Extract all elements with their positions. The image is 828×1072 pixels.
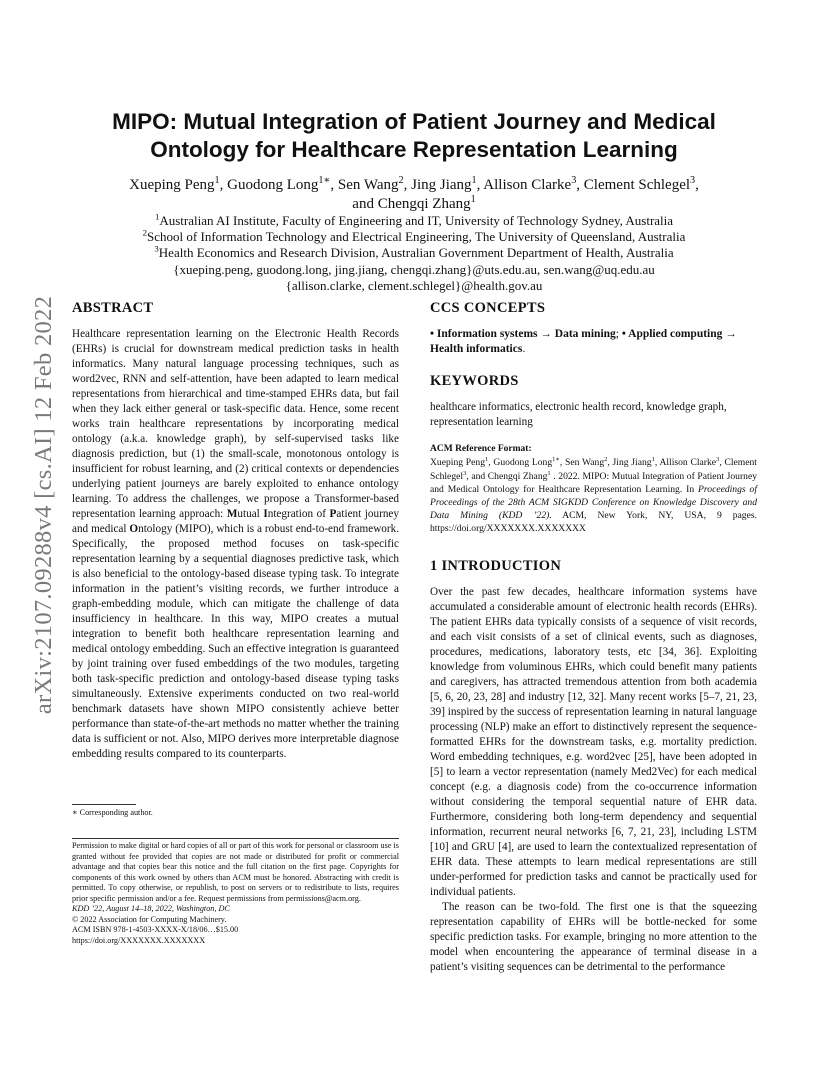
copyright-line: © 2022 Association for Computing Machinery.: [72, 914, 227, 924]
venue-line: KDD ’22, August 14–18, 2022, Washington, DC: [72, 904, 230, 913]
ref-text: ACM, New York, NY, USA, 9 pages. https://doi.org/XXXXXXX.XXXXXXX: [430, 510, 757, 535]
author-sup: 1: [214, 175, 220, 186]
ccs-concept: • Applied computing → Health informatics: [430, 328, 737, 356]
author-name: Xueping Peng: [129, 177, 215, 193]
author-line-2: [60, 195, 768, 214]
ref-author: Xueping Peng: [430, 457, 485, 469]
ref-author: , Jing Jiang: [607, 457, 652, 469]
affiliation-text: Health Economics and Research Division, Australian Government Department of Health, Australia: [158, 245, 674, 261]
abstract-text: [72, 327, 399, 762]
paper-title: [60, 108, 768, 164]
author-name: and Chengqi Zhang: [352, 196, 471, 212]
abstract-part: ntology (MIPO), which is a robust end-to-end framework. Specifically, the proposed method focuses on task-specific representation learning by a sequential diagnoses predictive task, which is also beneficial to the ontology-based disease typing task. To integrate information in the patient’s visiting records, we further introduce a graph-embedding module, which can mitigate the challenge of data insufficiency in healthcare. In this way, MIPO creates a mutual integration to benefit both healthcare representation learning and medical ontology embedding. Such an effective integration is guaranteed by joint training over fused embeddings of the two modules, targeting both task-specific prediction and ontology-based disease typing tasks simultaneously. Extensive experiments conducted on two real-world benchmark datasets have shown MIPO consistently achieve better performance than state-of-the-art methods no matter whether the training data is sufficient or not. Also, MIPO derives more interpretable diagnose embedding results compared to its counterparts.: [72, 523, 400, 761]
introduction-heading: 1 INTRODUCTION: [430, 557, 562, 574]
affiliation-2: [60, 229, 768, 245]
keywords-heading: KEYWORDS: [430, 373, 519, 390]
author-sup: 1: [470, 194, 476, 205]
author-sup: 1: [471, 175, 477, 186]
ref-author: , Guodong Long: [488, 457, 553, 469]
keywords-text: healthcare informatics, electronic health record, knowledge graph, representation learning: [430, 401, 727, 429]
footnote-rule: [72, 804, 136, 805]
ref-author: , Clement Schlegel: [430, 457, 757, 482]
acronym-letter: I: [263, 508, 268, 521]
author-name: , Guodong Long: [219, 177, 319, 193]
footnote-area: [72, 804, 399, 819]
affiliation-text: School of Information Technology and Electrical Engineering, The University of Queensland, Australia: [147, 229, 686, 245]
ref-sup: 1: [547, 469, 551, 477]
acronym-letter: O: [129, 523, 139, 536]
ref-sup: 1: [651, 456, 655, 464]
author-comma: ,: [695, 177, 699, 193]
author-name: , Jing Jiang: [403, 177, 472, 193]
arxiv-identifier-text: arXiv:2107.09288v4 [cs.AI] 12 Feb 2022: [30, 295, 57, 715]
ref-author: , Allison Clarke: [654, 457, 717, 469]
intro-paragraph-2: The reason can be two-fold. The first one is that the squeezing representation capability of EHRs will be bottle-necked for some specific prediction tasks. For example, bringing no more attention to the model when encountering the appearance of terminal disease in a patient’s visiting sequences can be detrimental to the performance: [430, 900, 757, 974]
arxiv-identifier: [22, 280, 66, 730]
doi-line: https://doi.org/XXXXXXX.XXXXXXX: [72, 935, 206, 945]
abstract-part: utual: [237, 508, 264, 521]
acronym-letter: P: [329, 508, 337, 521]
affiliations: [60, 213, 768, 294]
ref-sup: 2: [604, 456, 608, 464]
ref-sup: 1: [485, 456, 489, 464]
ref-text: . 2022. MIPO: Mutual Integration of Patient Journey and Medical Ontology for Healthcare Representation Learning. In: [430, 470, 758, 495]
author-sup: 2: [398, 175, 404, 186]
acm-ref-text: [430, 456, 757, 535]
permission-text: Permission to make digital or hard copies of all or part of this work for personal or classroom use is granted without fee provided that copies are not made or distributed for profit or commercial advantage and that copies bear this notice and the full citation on the first page. Copyrights for components of this work owned by others than ACM must be honored. Abstracting with credit is permitted. To copy otherwise, or republish, to post on servers or to redistribute to lists, requires prior specific permission and/or a fee. Request permissions from permissions@acm.org.: [72, 841, 399, 903]
right-column: [430, 300, 757, 975]
abstract-part: atient journey and medical: [72, 508, 399, 536]
ref-sup: 1∗: [552, 456, 560, 464]
ref-sup: 3: [463, 469, 467, 477]
author-sup: 3: [690, 175, 696, 186]
acronym-letter: M: [226, 508, 238, 521]
abstract-part: ntegration of: [267, 508, 330, 521]
left-column: [72, 300, 400, 945]
affiliation-3: [60, 245, 768, 261]
affiliation-sup: 1: [154, 211, 160, 222]
author-list: [60, 176, 768, 214]
corresponding-author-note: ∗ Corresponding author.: [72, 808, 153, 817]
ccs-concepts: [430, 327, 757, 357]
acm-reference: [430, 443, 757, 535]
title-line-2: Ontology for Healthcare Representation Learning: [150, 137, 678, 162]
ccs-end: .: [522, 343, 526, 356]
ref-sup: 3: [716, 456, 720, 464]
affiliation-text: Australian AI Institute, Faculty of Engineering and IT, University of Technology Sydney, Australia: [159, 213, 674, 228]
ccs-heading: CCS CONCEPTS: [430, 300, 546, 316]
abstract-heading: ABSTRACT: [72, 300, 154, 316]
acm-ref-label: ACM Reference Format:: [430, 444, 532, 455]
abstract-part: Healthcare representation learning on the Electronic Health Records (EHRs) is crucial for downstream medical prediction tasks in health informatics. Many natural language processing techniques, such as word2vec, RNN and self-attention, have been adapted to learn medical representations from hierarchical and time-stamped EHRs data, but fail when they lack either general or task-specific data. Hence, some recent works train healthcare representations by incorporating medical ontology (a.k.a. knowledge graph), by self-supervised tasks like diagnosis prediction, but (1) the small-scale, monotonous ontology is insufficient for robust learning, and (2) critical contexts or dependencies underlying patient journeys are barely exploited to enhance ontology learning. To address the challenges, we propose a Transformer-based representation learning approach:: [72, 328, 399, 521]
affiliation-sup: 3: [154, 244, 159, 255]
author-sup: 3: [571, 175, 577, 186]
affiliation-sup: 2: [142, 227, 148, 238]
author-name: , Sen Wang: [330, 177, 399, 193]
ccs-concept: • Information systems → Data mining: [430, 328, 616, 340]
ref-author: , and Chengqi Zhang: [466, 470, 548, 482]
title-line-1: MIPO: Mutual Integration of Patient Journey and Medical: [112, 109, 716, 134]
author-line-1: [60, 176, 768, 195]
ccs-separator: ;: [615, 328, 622, 340]
author-name: , Clement Schlegel: [576, 177, 691, 193]
email-line-1: {xueping.peng, guodong.long, jing.jiang, chengqi.zhang}@uts.edu.au, sen.wang@uq.edu.au: [173, 261, 655, 277]
author-sup: 1∗: [318, 175, 331, 186]
intro-paragraph-1: Over the past few decades, healthcare information systems have accumulated a considerable amount of electronic health records (EHRs). The patient EHRs data typically consists of a sequence of visit records, and each visit consists of a set of clinical events, such as diagnoses, procedures, medications, laboratory tests, etc [34, 36]. Exploiting knowledge from voluminous EHRs, which could benefit many patients and caregivers, has attracted tremendous attention from both academia [5, 6, 20, 23, 28] and industry [12, 32]. Many recent works [5–7, 21, 23, 39] inspired by the success of representation learning in natural language processing (NLP) make an effort to distinctively represent the sequence-formatted EHRs for the downstream tasks, e.g. mortality prediction. Word embedding techniques, e.g. word2vec [25], have been adopted in [5] to learn a vector representation (namely Med2Vec) for each medical concept (e.g. a diagnosis code) from the co-occurrence information without considering the temporal sequential nature of EHR data. Furthermore, considering both long-term dependency and sequential information, recurrent neural networks [6, 7, 21, 23], including LSTM [10] and GRU [4], are used to learn the contextualized representation of EHR data. These attempts to learn medical representations are still under-performed for prediction tasks and cannot be practically used for individual patients.: [430, 585, 757, 898]
permission-block: [72, 838, 399, 946]
isbn-line: ACM ISBN 978-1-4503-XXXX-X/18/06…$15.00: [72, 925, 239, 934]
ref-author: , Sen Wang: [559, 457, 605, 469]
author-name: , Allison Clarke: [476, 177, 572, 193]
ref-proceedings: Proceedings of Proceedings of the 28th ACM SIGKDD Conference on Knowledge Discovery and Data Mining (KDD ’22).: [430, 483, 757, 522]
affiliation-1: [60, 213, 768, 229]
email-line-2: {allison.clarke, clement.schlegel}@health.gov.au: [285, 277, 543, 293]
